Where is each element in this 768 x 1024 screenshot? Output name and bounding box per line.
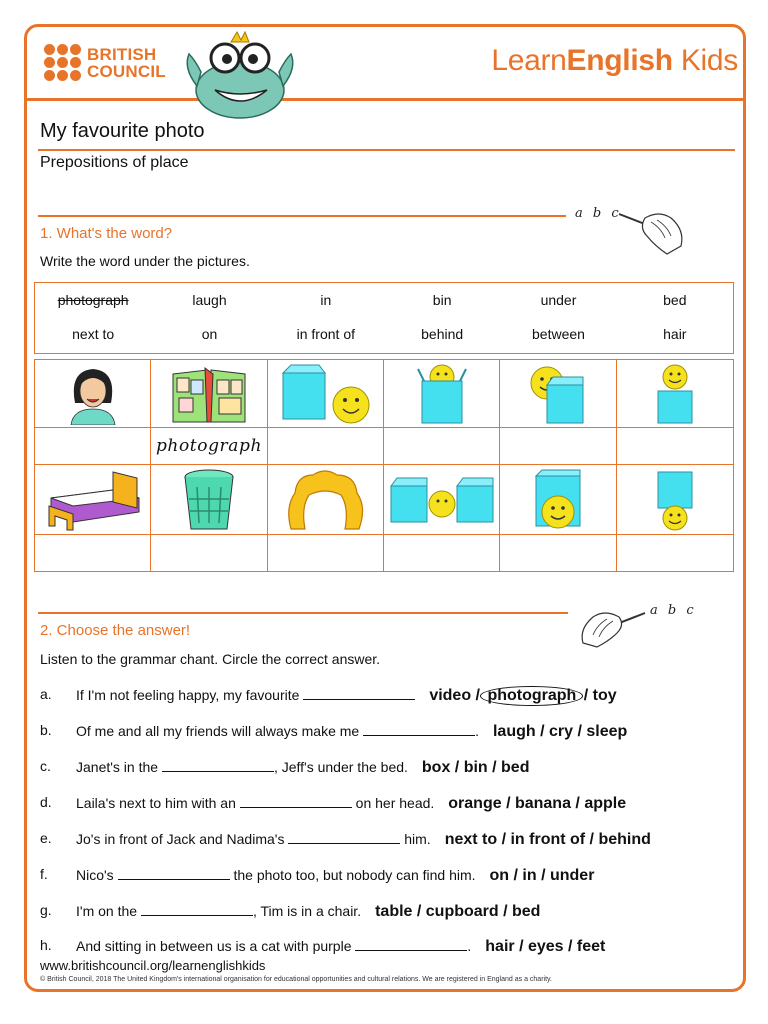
section2-heading: 2. Choose the answer! <box>40 622 191 639</box>
answer-cell[interactable] <box>151 428 267 465</box>
word-bank-item: behind <box>421 326 464 342</box>
answer-blank[interactable] <box>118 866 230 880</box>
section1-abc: a b c <box>575 206 622 221</box>
answer-blank[interactable] <box>141 902 253 916</box>
word-bank-item: next to <box>72 326 115 342</box>
section1-divider <box>38 215 566 217</box>
smiley-in-front-of-cube-icon <box>528 468 588 532</box>
word-bank <box>34 282 734 354</box>
picture-cell <box>35 465 151 535</box>
word-bank-item: hair <box>663 326 687 342</box>
monster-mascot-icon <box>175 28 305 120</box>
hair-icon <box>283 467 367 533</box>
footer-copyright: © British Council, 2018 The United Kingdom's international organisation for educational opportunities and cultural relations. We are registered in England as a charity. <box>40 976 552 983</box>
answer-options: hair / eyes / feet <box>485 938 606 955</box>
british-council-logo <box>44 44 166 81</box>
picture-cell <box>384 465 500 535</box>
picture-cell <box>617 360 733 428</box>
answer-cell[interactable] <box>500 535 616 571</box>
learnenglish-kids-logo: LearnEnglish Kids <box>491 44 738 77</box>
title-underline <box>38 149 735 151</box>
answer-blank[interactable] <box>288 830 400 844</box>
picture-cell <box>35 360 151 428</box>
photo-album-icon <box>169 364 249 424</box>
answer-cell[interactable] <box>151 535 267 571</box>
word-bank-item: on <box>201 326 218 342</box>
answer-options: box / bin / bed <box>421 759 530 776</box>
writing-hand-icon <box>615 198 687 256</box>
cube-next-to-smiley-icon <box>275 363 375 425</box>
word-bank-item: bed <box>663 292 687 308</box>
smiley-between-cubes-icon <box>387 474 497 526</box>
answer-cell[interactable] <box>35 428 151 465</box>
bed-icon <box>43 468 143 532</box>
smiley-on-cube-icon <box>650 363 700 425</box>
page-subtitle: Prepositions of place <box>40 154 189 171</box>
girl-laughing-icon <box>63 363 123 425</box>
section1-instruction: Write the word under the pictures. <box>40 253 250 269</box>
picture-cell <box>617 465 733 535</box>
answer-cell[interactable] <box>617 428 733 465</box>
word-bank-item: in <box>320 292 332 308</box>
answer-blank[interactable] <box>355 937 467 951</box>
word-bank-item: laugh <box>192 292 227 308</box>
answer-options: video / photograph / toy <box>429 687 617 704</box>
section1-heading: 1. What's the word? <box>40 225 173 242</box>
answer-blank[interactable] <box>162 758 274 772</box>
answer-cell[interactable] <box>500 428 616 465</box>
word-bank-item: between <box>532 326 585 342</box>
bin-icon <box>179 467 239 533</box>
footer-url[interactable]: www.britishcouncil.org/learnenglishkids <box>40 958 266 973</box>
british-council-dots-icon <box>44 44 81 81</box>
picture-cell <box>268 360 384 428</box>
word-bank-item: photograph <box>57 292 129 308</box>
word-bank-item: bin <box>432 292 452 308</box>
word-bank-item: in front of <box>296 326 355 342</box>
smiley-behind-cube-icon <box>523 363 593 425</box>
picture-cell <box>151 465 267 535</box>
picture-grid <box>34 359 734 572</box>
smiley-under-cube-icon <box>650 468 700 532</box>
picture-cell <box>500 465 616 535</box>
picture-cell <box>151 360 267 428</box>
answer-blank[interactable] <box>303 686 415 700</box>
writing-hand-icon <box>575 597 650 649</box>
picture-cell <box>384 360 500 428</box>
picture-cell <box>268 465 384 535</box>
answer-cell[interactable] <box>384 535 500 571</box>
smiley-in-box-icon <box>412 363 472 425</box>
answer-options: orange / banana / apple <box>448 795 627 812</box>
word-bank-item: under <box>540 292 577 308</box>
header-divider <box>27 98 743 101</box>
answer-options: on / in / under <box>489 867 595 884</box>
answer-cell[interactable] <box>268 535 384 571</box>
answer-blank[interactable] <box>240 794 352 808</box>
answer-cell[interactable] <box>617 535 733 571</box>
section2-instruction: Listen to the grammar chant. Circle the correct answer. <box>40 651 381 667</box>
example-answer: photograph <box>155 436 263 456</box>
section2-abc: a b c <box>650 603 697 618</box>
answer-blank[interactable] <box>363 722 475 736</box>
answer-options: table / cupboard / bed <box>375 903 541 920</box>
circled-answer: photograph <box>480 686 583 706</box>
section2-divider <box>38 612 568 614</box>
brand-line2: COUNCIL <box>87 61 166 81</box>
answer-cell[interactable] <box>35 535 151 571</box>
answer-cell[interactable] <box>268 428 384 465</box>
brand-line1: BRITISH <box>87 44 157 64</box>
page-title: My favourite photo <box>40 120 205 142</box>
answer-options: next to / in front of / behind <box>444 831 651 848</box>
answer-cell[interactable] <box>384 428 500 465</box>
picture-cell <box>500 360 616 428</box>
answer-options: laugh / cry / sleep <box>492 723 628 740</box>
